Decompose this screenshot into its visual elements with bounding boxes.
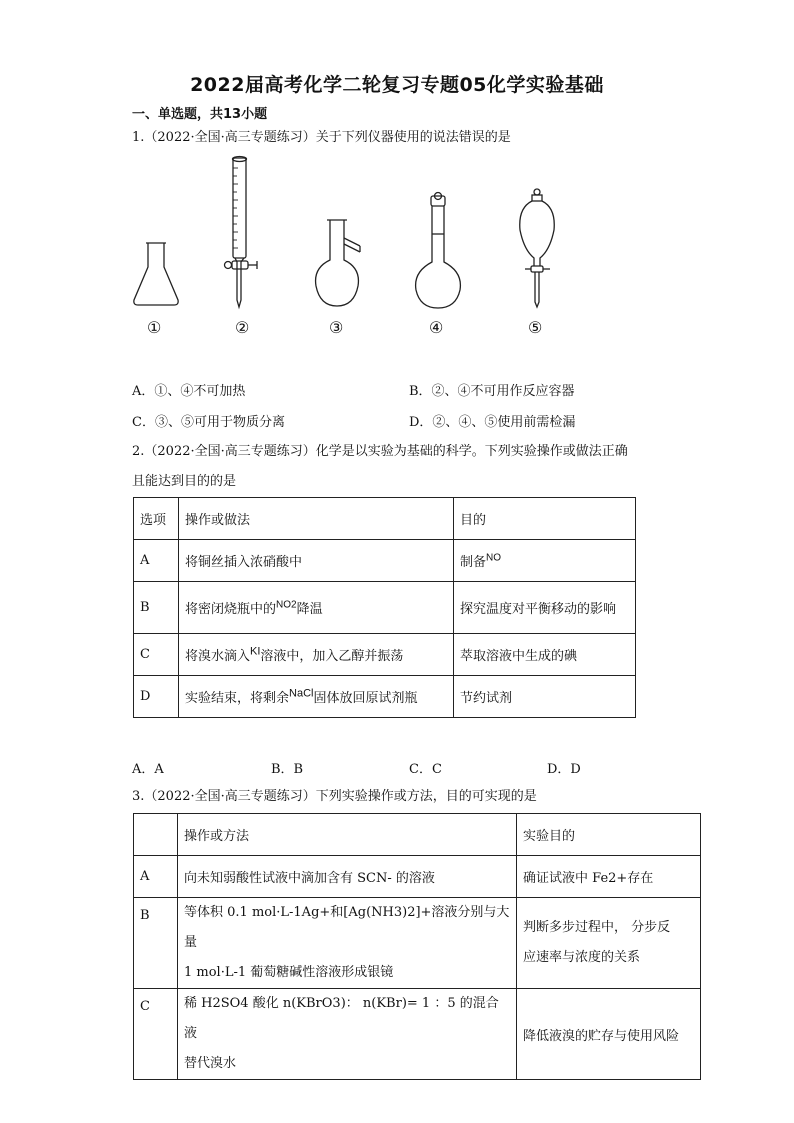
q3-row-a-option: A [134,856,178,898]
q3-header-operation: 操作或方法 [178,814,517,856]
q3-table [133,813,701,1080]
apparatus-figure [120,150,580,315]
q2-stem-line1: 2.（2022·全国·高三专题练习）化学是以实验为基础的科学。下列实验操作或做法正确 [132,444,628,459]
q2-stem-line2: 且能达到目的的是 [132,474,237,489]
label-3: ③ [329,318,344,337]
q2-option-d: D．D [547,762,581,777]
table-row [134,582,636,634]
label-2: ② [235,318,250,337]
q3-row-a-goal: 确证试液中 Fe2+存在 [517,856,701,898]
separatory-funnel-icon [520,189,555,307]
q3-row-c-operation: 稀 H2SO4 酸化 n(KBrO3)： n(KBr)= 1 ：5 的混合液 替代溴水 [178,989,517,1080]
q1-option-c: C．③、⑤可用于物质分离 [132,415,285,430]
q3-row-c-option: C [134,989,178,1080]
q2-row-d-operation: 实验结束，将剩余$^{NaCl}$固体放回原试剂瓶 [179,676,454,718]
distillation-flask-icon [316,220,360,306]
q1-stem: 1.（2022·全国·高三专题练习）关于下列仪器使用的说法错误的是 [132,130,511,145]
q2-row-a-option: A [134,540,179,582]
q2-table [133,497,636,718]
q3-row-a-operation: 向未知弱酸性试液中滴加含有 SCN- 的溶液 [178,856,517,898]
q2-option-b: B．B [271,762,304,777]
label-4: ④ [429,318,444,337]
section-heading: 一、单选题，共13小题 [132,107,268,122]
table-row [134,540,636,582]
q2-row-d-option: D [134,676,179,718]
q2-row-a-goal: 制备$^{NO}$ [454,540,636,582]
q3-header-goal: 实验目的 [517,814,701,856]
label-5: ⑤ [528,318,543,337]
q2-row-d-goal: 节约试剂 [454,676,636,718]
table-row [134,676,636,718]
q3-header-blank [134,814,178,856]
page-title: 2022届高考化学二轮复习专题05化学实验基础 [190,74,604,96]
q2-row-a-operation: 将铜丝插入浓硝酸中 [179,540,454,582]
q2-row-c-operation: 将溴水滴入$^{KI}$溶液中，加入乙醇并振荡 [179,634,454,676]
q1-option-b: B．②、④不可用作反应容器 [409,384,575,399]
q2-option-c: C．C [409,762,442,777]
burette-icon [225,157,258,308]
q1-option-d: D．②、④、⑤使用前需检漏 [409,415,576,430]
q3-row-b-goal: 判断多步过程中， 分步反 应速率与浓度的关系 [517,898,701,989]
q1-option-a: A．①、④不可加热 [132,384,246,399]
q2-option-a: A．A [132,762,164,777]
q3-stem: 3.（2022·全国·高三专题练习）下列实验操作或方法，目的可实现的是 [132,789,537,804]
table-row [134,856,701,898]
q2-row-b-operation: 将密闭烧瓶中的$^{NO2}$降温 [179,582,454,634]
q2-header-goal: 目的 [454,498,636,540]
q2-row-b-option: B [134,582,179,634]
q2-row-b-goal: 探究温度对平衡移动的影响 [454,582,636,634]
q2-header-operation: 操作或做法 [179,498,454,540]
q2-header-option: 选项 [134,498,179,540]
q3-row-c-goal: 降低液溴的贮存与使用风险 [517,989,701,1080]
erlenmeyer-flask-icon [134,243,178,305]
q3-row-b-option: B [134,898,178,989]
table-row [134,634,636,676]
table-row [134,898,701,989]
q2-row-c-goal: 萃取溶液中生成的碘 [454,634,636,676]
volumetric-flask-icon [416,193,461,309]
q2-row-c-option: C [134,634,179,676]
q3-row-b-operation: 等体积 0.1 mol·L-1Ag+和[Ag(NH3)2]+溶液分别与大量 1 mol·L-1 葡萄糖碱性溶液形成银镜 [178,898,517,989]
table-row [134,989,701,1080]
label-1: ① [147,318,162,337]
